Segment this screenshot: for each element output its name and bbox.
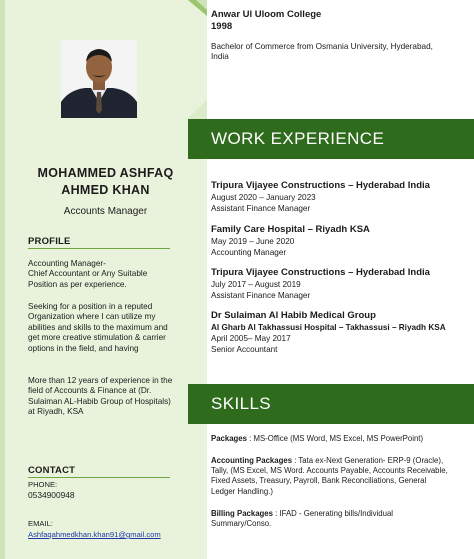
phone-value[interactable]: 0534900948 <box>28 490 75 500</box>
profile-paragraph-1: Accounting Manager- Chief Accountant or Any Suitable Position as per experience. <box>28 259 148 289</box>
phone-label: PHONE: <box>28 480 58 489</box>
sidebar-accent-strip <box>0 0 5 559</box>
candidate-role: Accounts Manager <box>63 206 148 217</box>
skill-accounting-text: : Tata ex-Next Generation- ERP-9 (Oracle), Tally, (MS Excel, MS Word. Accounts Payable, Accounts Receivable, Fixed Assets, Treasury, Payroll, Bank Reconciliations, General Ledger Handling.) <box>211 456 448 496</box>
skill-billing <box>211 509 451 529</box>
email-link[interactable]: Ashfaqahmedkhan.khan91@gmail.com <box>28 530 161 539</box>
profile-divider <box>28 248 170 249</box>
contact-divider <box>28 477 170 478</box>
job-1-title: Assistant Finance Manager <box>211 204 311 213</box>
job-1-dates: August 2020 – January 2023 <box>211 193 316 202</box>
profile-paragraph-2: Seeking for a position in a reputed Organization where I can utilize my abilities and skills to the maximum and get more creative stimulation & carrier options in the field, and having <box>28 302 168 353</box>
profile-photo <box>61 40 137 118</box>
skill-accounting <box>211 456 451 497</box>
job-3-title: Assistant Finance Manager <box>211 291 311 300</box>
contact-heading: CONTACT <box>28 465 76 476</box>
job-3-company: Tripura Vijayee Constructions – Hyderabad India <box>211 267 430 278</box>
job-4-company: Dr Sulaiman Al Habib Medical Group <box>211 310 376 321</box>
candidate-name-line2: AHMED KHAN <box>61 183 150 197</box>
job-4-dates: April 2005– May 2017 <box>211 334 291 343</box>
job-2-dates: May 2019 – June 2020 <box>211 237 295 246</box>
candidate-name <box>18 165 193 199</box>
education-degree: Bachelor of Commerce from Osmania University, Hyderabad, India <box>211 42 433 62</box>
job-4-subtitle: Al Gharb Al Takhassusi Hospital – Takhassusi – Riyadh KSA <box>211 323 446 332</box>
skill-packages <box>211 434 451 444</box>
skill-accounting-label: Accounting Packages <box>211 456 293 465</box>
skill-billing-label: Billing Packages <box>211 509 273 518</box>
skill-packages-text: : MS-Office (MS Word, MS Excel, MS PowerPoint) <box>249 434 424 443</box>
skill-billing-text: : IFAD - Generating bills/Individual Summary/Conso. <box>211 509 394 529</box>
skill-packages-label: Packages <box>211 434 247 443</box>
profile-heading: PROFILE <box>28 236 71 247</box>
portrait-image <box>61 40 137 118</box>
education-year: 1998 <box>211 21 233 32</box>
work-experience-heading: WORK EXPERIENCE <box>211 129 385 148</box>
skills-heading: SKILLS <box>211 394 272 413</box>
job-4-title: Senior Accountant <box>211 345 278 354</box>
job-2-company: Family Care Hospital – Riyadh KSA <box>211 224 370 235</box>
education-school: Anwar Ul Uloom College <box>211 9 322 20</box>
candidate-name-line1: MOHAMMED ASHFAQ <box>37 166 174 180</box>
job-3-dates: July 2017 – August 2019 <box>211 280 301 289</box>
profile-paragraph-3: More than 12 years of experience in the field of Accounts & Finance at (Dr. Sulaiman AL-Habib Group of Hospitals) at Riyadh, KSA <box>28 376 173 417</box>
job-1-company: Tripura Vijayee Constructions – Hyderabad India <box>211 180 430 191</box>
email-label: EMAIL: <box>28 519 53 528</box>
job-2-title: Accounting Manager <box>211 248 287 257</box>
